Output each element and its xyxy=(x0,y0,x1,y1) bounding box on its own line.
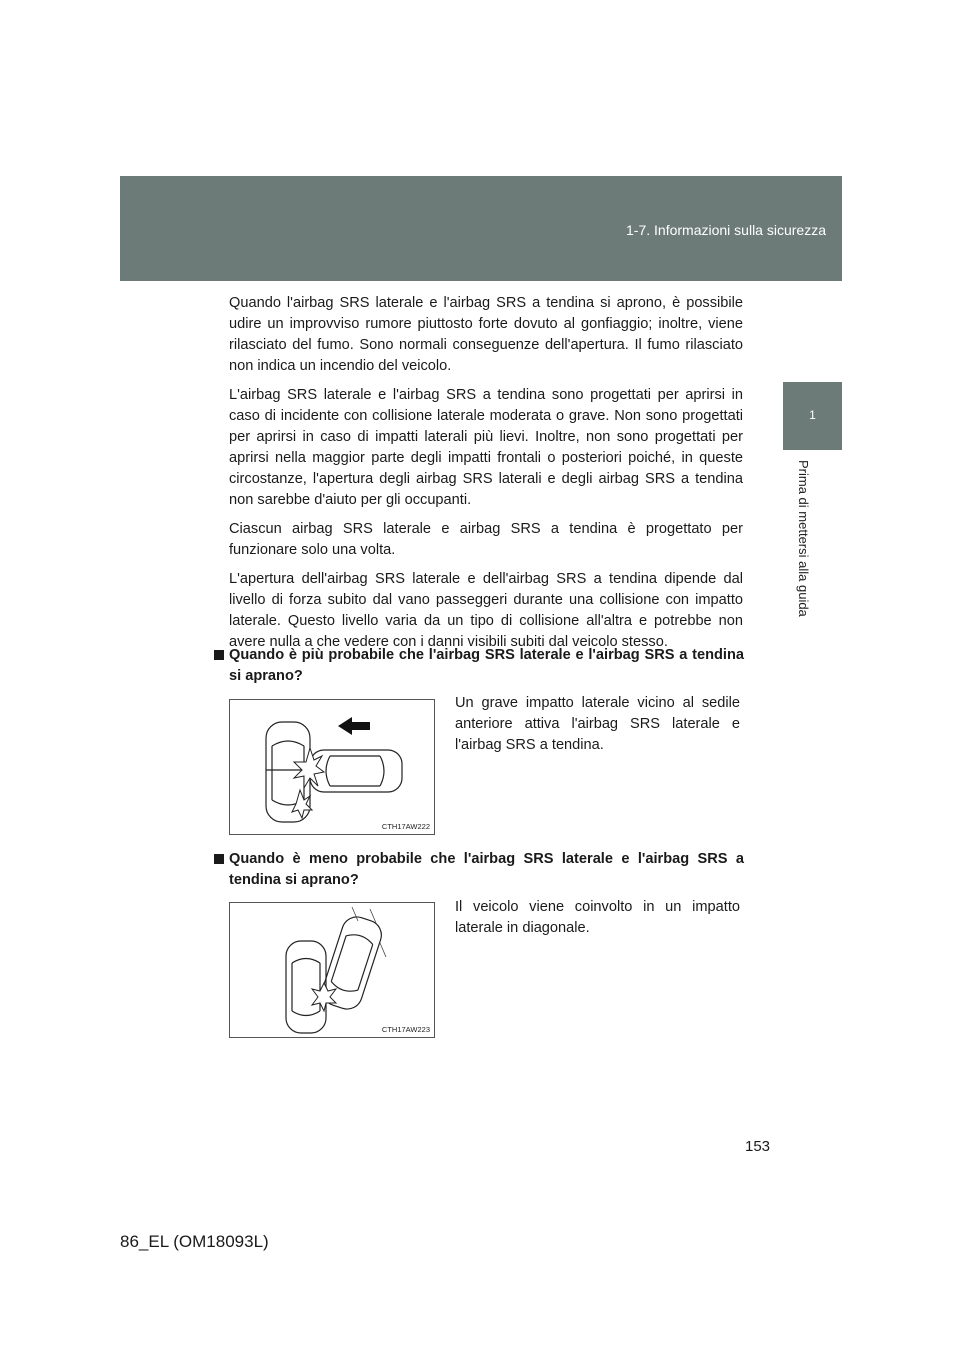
paragraph-3: Ciascun airbag SRS laterale e airbag SRS a tendina è progettato per funzionare solo una volta. xyxy=(229,521,743,558)
paragraph-4: L'apertura dell'airbag SRS laterale e dell'airbag SRS a tendina dipende dal livello di forza subito dal vano passeggeri durante una collisione con impatto laterale. Questo livello varia da un tipo di collisione all'altra e potrebbe non avere nulla a che vedere con i danni visibili subiti dal veicolo stesso. xyxy=(229,571,743,650)
chapter-label-vertical xyxy=(794,460,814,640)
heading-more-likely-text: Quando è più probabile che l'airbag SRS laterale e l'airbag SRS a tendina si aprano? xyxy=(229,647,744,684)
page-number: 153 xyxy=(745,1138,771,1155)
heading-more-likely xyxy=(214,645,744,687)
side-impact-illustration xyxy=(230,700,436,836)
heading-less-likely-text: Quando è meno probabile che l'airbag SRS laterale e l'airbag SRS a tendina si aprano? xyxy=(229,851,744,888)
diagonal-impact-illustration xyxy=(230,903,436,1039)
paragraph-1: Quando l'airbag SRS laterale e l'airbag SRS a tendina si aprono, è possibile udire un improvviso rumore piuttosto forte dovuto al gonfiaggio; inoltre, viene rilasciato del fumo. Sono normali conseguenze dell'apertura. Il fumo rilasciato non indica un incendio del veicolo. xyxy=(229,295,743,374)
body-text xyxy=(229,293,743,661)
chapter-number: 1 xyxy=(809,408,816,422)
section-title: 1-7. Informazioni sulla sicurezza xyxy=(626,222,826,238)
figure-diagonal-impact xyxy=(229,902,435,1038)
less-likely-description: Il veicolo viene coinvolto in un impatto laterale in diagonale. xyxy=(455,899,740,936)
heading-less-likely xyxy=(214,849,744,891)
document-code: 86_EL (OM18093L) xyxy=(120,1232,269,1251)
figure-code: CTH17AW222 xyxy=(381,822,430,831)
chapter-label: Prima di mettersi alla guida xyxy=(796,460,811,617)
bullet-square-icon xyxy=(214,854,224,864)
more-likely-description: Un grave impatto laterale vicino al sedile anteriore attiva l'airbag SRS laterale e l'airbag SRS a tendina. xyxy=(455,695,740,753)
figure-side-impact xyxy=(229,699,435,835)
chapter-tab xyxy=(783,382,842,450)
bullet-square-icon xyxy=(214,650,224,660)
figure-code: CTH17AW223 xyxy=(381,1025,430,1034)
header-bar xyxy=(120,176,842,281)
paragraph-2: L'airbag SRS laterale e l'airbag SRS a tendina sono progettati per aprirsi in caso di incidente con collisione laterale moderata o grave. Non sono progettati per aprirsi in caso di impatti laterali più lievi. Inoltre, non sono progettati per aprirsi nella maggior parte degli impatti frontali o posteriori poiché, in queste circostanze, l'apertura degli airbag SRS laterali e degli airbag SRS a tendina non sarebbe d'aiuto per gli occupanti. xyxy=(229,387,743,508)
